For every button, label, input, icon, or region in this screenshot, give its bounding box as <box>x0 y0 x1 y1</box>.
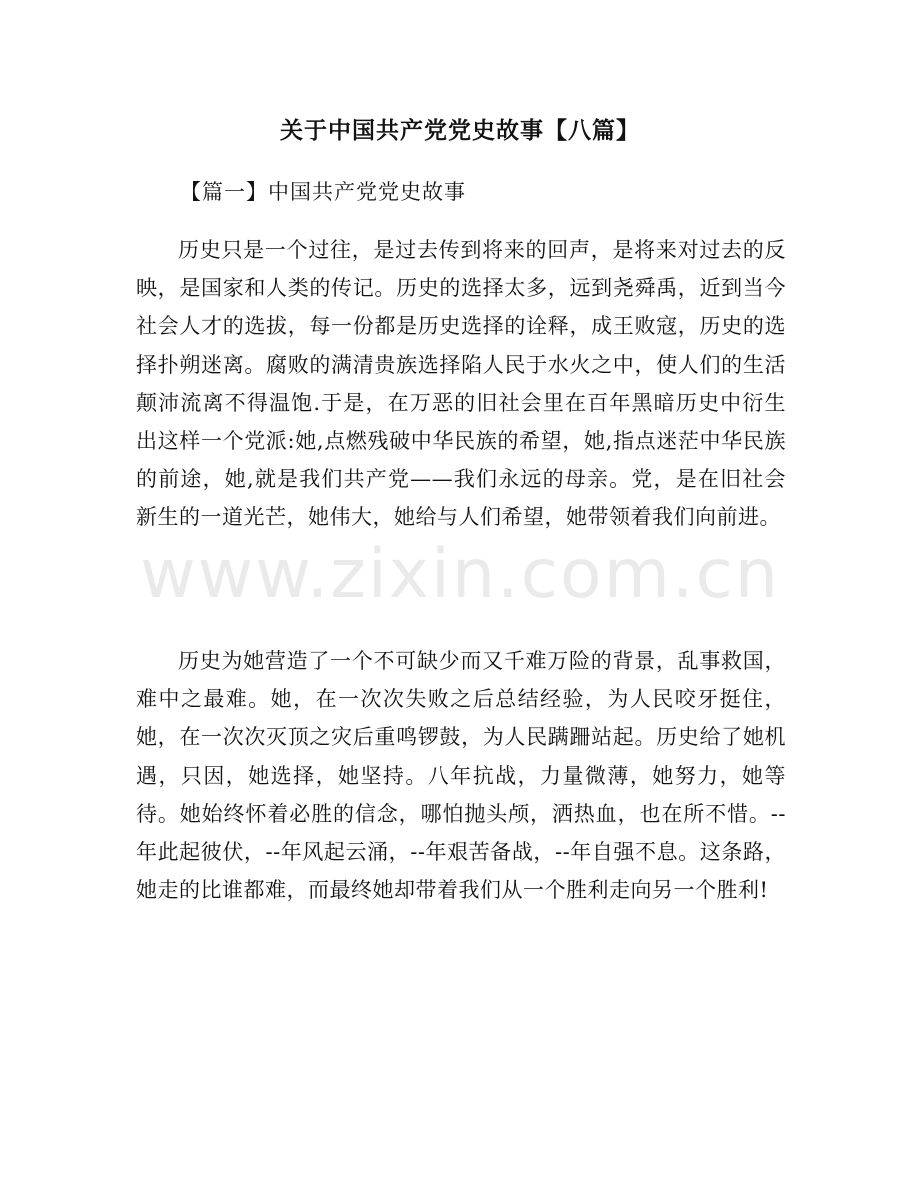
paragraph-2: 历史为她营造了一个不可缺少而又千难万险的背景，乱事救国，难中之最难。她，在一次次失败之后总结经验，为人民咬牙挺住，她，在一次次灭顶之灾后重鸣锣鼓，为人民蹒跚站起。历史给了她机遇，只因，她选择，她坚持。八年抗战，力量微薄，她努力，她等待。她始终怀着必胜的信念，哪怕抛头颅，洒热血，也在所不惜。--年此起彼伏，--年风起云涌，--年艰苦备战，--年自强不息。这条路，她走的比谁都难，而最终她却带着我们从一个胜利走向另一个胜利! <box>136 649 786 903</box>
watermark: www.zixin.com.cn <box>140 535 780 614</box>
paragraph-1: 历史只是一个过往，是过去传到将来的回声，是将来对过去的反映，是国家和人类的传记。历史的选择太多，远到尧舜禹，近到当今社会人才的选拔，每一份都是历史选择的诠释，成王败寇，历史的选择扑朔迷离。腐败的满清贵族选择陷人民于水火之中，使人们的生活颠沛流离不得温饱.于是，在万恶的旧社会里在百年黑暗历史中衍生出这样一个党派:她,点燃残破中华民族的希望，她,指点迷茫中华民族的前途，她,就是我们共产党——我们永远的母亲。党，是在旧社会新生的一道光芒，她伟大，她给与人们希望，她带领着我们向前进。 <box>136 238 786 530</box>
section-heading: 【篇一】中国共产党党史故事 <box>180 180 466 204</box>
document-title: 关于中国共产党党史故事【八篇】 <box>280 118 640 144</box>
